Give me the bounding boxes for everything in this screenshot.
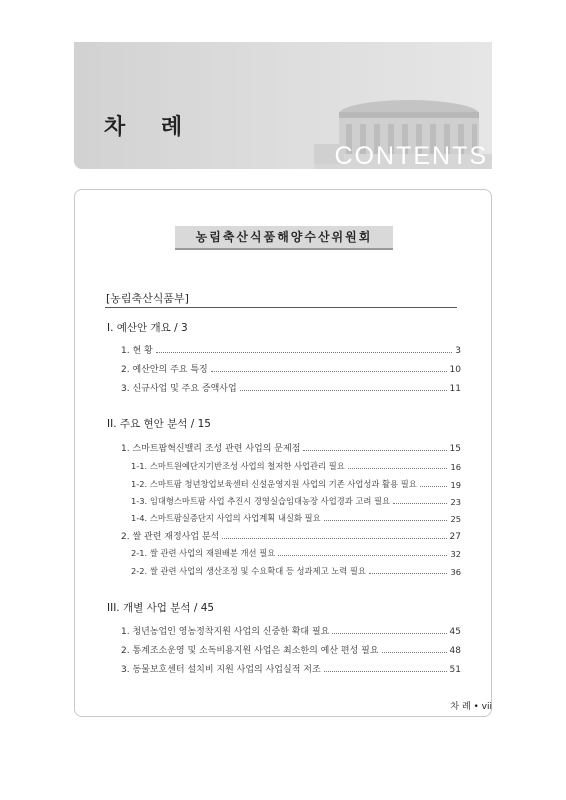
- toc-entry[interactable]: [121, 529, 461, 542]
- toc-entry-label: 2. 쌀 관련 재정사업 분석: [121, 532, 220, 542]
- toc-entry-page: 11: [449, 384, 461, 394]
- toc-entry-page: 15: [449, 444, 461, 454]
- toc-entry-page: 23: [450, 497, 461, 507]
- leader-dots: [348, 468, 448, 469]
- leader-dots: [222, 538, 446, 539]
- leader-dots: [393, 503, 447, 504]
- toc-entry-page: 3: [455, 346, 461, 356]
- contents-label: CONTENTS: [334, 142, 488, 169]
- contents-header: [74, 42, 492, 169]
- leader-dots: [324, 520, 448, 521]
- toc-entry-page: 16: [450, 462, 461, 472]
- toc-entry-label: 1-3. 임대형스마트팜 사업 추진시 경영실습임대농장 사업경과 고려 필요: [131, 496, 391, 506]
- section-title: I. 예산안 개요 / 3: [107, 322, 188, 334]
- toc-entry-page: 25: [450, 514, 461, 524]
- leader-dots: [369, 573, 448, 574]
- leader-dots: [382, 652, 447, 653]
- toc-entry-label: 2. 예산안의 주요 특징: [121, 365, 208, 375]
- page-footer: 차 례 • vii: [450, 702, 492, 712]
- toc-entry-page: 45: [449, 627, 461, 637]
- toc-entry-page: 19: [450, 480, 461, 490]
- toc-entry-label: 1-2. 스마트팜 청년창업보육센터 신설운영지원 사업의 기존 사업성과 활용 필요: [131, 479, 417, 489]
- leader-dots: [303, 450, 446, 451]
- toc-entry[interactable]: [121, 343, 461, 356]
- leader-dots: [324, 671, 447, 672]
- page-title: 차 례: [104, 115, 197, 140]
- leader-dots: [211, 371, 447, 372]
- toc-entry-page: 10: [449, 365, 461, 375]
- toc-subentry[interactable]: [131, 565, 461, 577]
- toc-entry[interactable]: [121, 643, 461, 656]
- leader-dots: [420, 486, 448, 487]
- divider: [105, 307, 457, 308]
- toc-entry-label: 1-4. 스마트팜실증단지 사업의 사업계획 내실화 필요: [131, 513, 321, 523]
- toc-subentry[interactable]: [131, 512, 461, 524]
- toc-entry[interactable]: [121, 381, 461, 394]
- toc-entry-label: 2. 통계조소운영 및 소독비용지원 사업은 최소한의 예산 편성 필요: [121, 646, 379, 656]
- toc-subentry[interactable]: [131, 495, 461, 507]
- leader-dots: [156, 352, 453, 353]
- toc-entry-label: 2-1. 쌀 관련 사업의 재원배분 개선 필요: [131, 548, 276, 558]
- toc-entry[interactable]: [121, 441, 461, 454]
- toc-entry-label: 3. 동물보호센터 설치비 지원 사업의 사업실적 저조: [121, 665, 321, 675]
- toc-entry-page: 36: [450, 567, 461, 577]
- toc-entry-label: 1. 청년농업인 영농정착지원 사업의 신중한 확대 필요: [121, 627, 330, 637]
- toc-entry-page: 32: [450, 549, 461, 559]
- toc-subentry[interactable]: [131, 547, 461, 559]
- toc-entry-label: 2-2. 쌀 관련 사업의 생산조정 및 수요확대 등 성과제고 노력 필요: [131, 566, 366, 576]
- toc-subentry[interactable]: [131, 460, 461, 472]
- toc-entry[interactable]: [121, 662, 461, 675]
- toc-entry-label: 1. 스마트팜혁신밸리 조성 관련 사업의 문제점: [121, 444, 301, 454]
- department-heading: [농림축산식품부]: [106, 292, 189, 305]
- toc-entry-page: 27: [449, 532, 461, 542]
- committee-title: 농림축산식품해양수산위원회: [175, 226, 393, 250]
- leader-dots: [332, 633, 446, 634]
- section-title: II. 주요 현안 분석 / 15: [107, 418, 211, 430]
- toc-entry-label: 3. 신규사업 및 주요 증액사업: [121, 384, 237, 394]
- toc-entry[interactable]: [121, 624, 461, 637]
- toc-subentry[interactable]: [131, 478, 461, 490]
- toc-entry-page: 48: [449, 646, 461, 656]
- section-title: III. 개별 사업 분석 / 45: [107, 602, 215, 614]
- toc-entry-page: 51: [449, 665, 461, 675]
- leader-dots: [240, 390, 447, 391]
- leader-dots: [278, 555, 447, 556]
- toc-box: [74, 189, 492, 717]
- toc-entry-label: 1-1. 스마트원예단지기반조성 사업의 철저한 사업관리 필요: [131, 461, 345, 471]
- toc-entry-label: 1. 현 황: [121, 346, 153, 356]
- toc-entry[interactable]: [121, 362, 461, 375]
